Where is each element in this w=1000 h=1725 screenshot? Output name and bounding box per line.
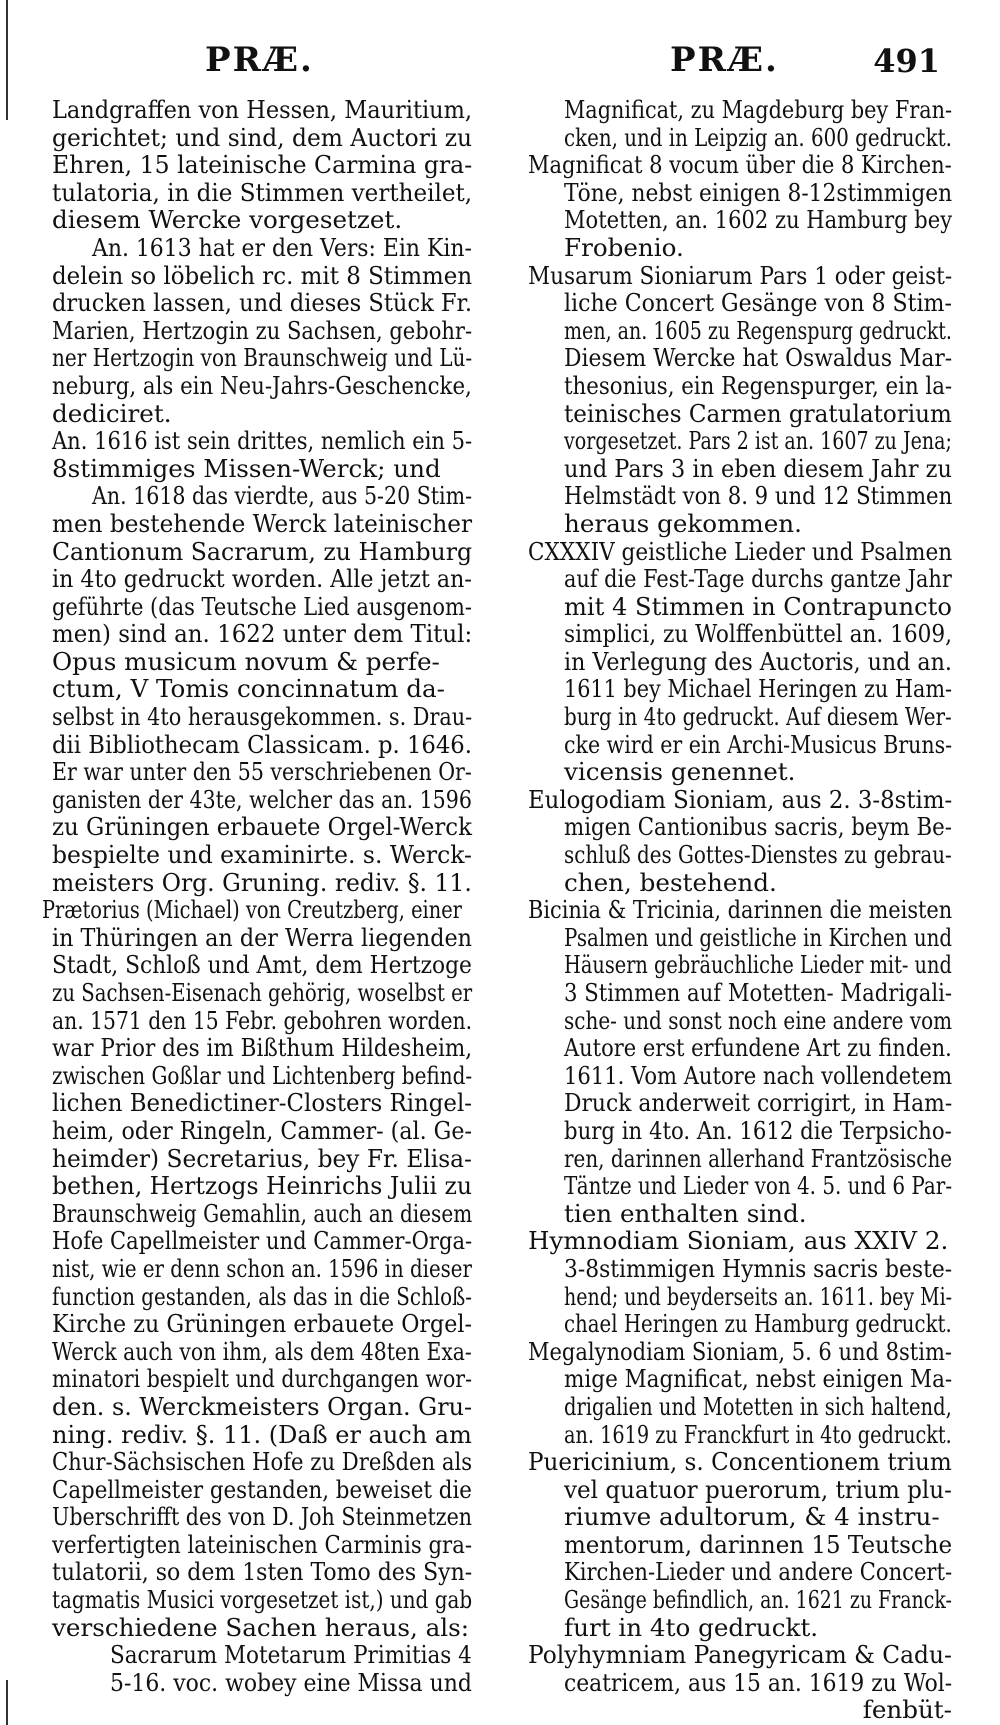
text-line: in Thüringen an der Werra liegenden	[52, 922, 473, 952]
text-line: Gesänge befindlich, an. 1621 zu Franck-	[564, 1585, 952, 1615]
text-line: mige Magnificat, nebst einigen Ma-	[564, 1364, 953, 1394]
text-line: in 4to gedruckt worden. Alle jetzt an-	[52, 564, 472, 594]
text-line: ning. rediv. §. 11. (Daß er auch am	[52, 1419, 472, 1449]
text-line: 3 Stimmen auf Motetten- Madrigali-	[564, 978, 953, 1007]
text-line: tulatorii, so dem 1sten Tomo des Syn-	[52, 1557, 473, 1587]
text-line: dii Bibliothecam Classicam. p. 1646.	[52, 729, 472, 759]
text-line: Kirche zu Grüningen erbauete Orgel-	[52, 1309, 472, 1339]
text-line: Magnificat, zu Magdeburg bey Fran-	[564, 95, 953, 124]
text-line: men) sind an. 1622 unter dem Titul:	[52, 619, 473, 649]
entry-heading-line: CXXXIV geistliche Lieder und Psalmen	[528, 536, 953, 566]
text-line: mentorum, darinnen 15 Teutsche	[564, 1529, 953, 1559]
text-line: ganisten der 43te, welcher das an. 1596	[52, 784, 472, 814]
text-line: thesonius, ein Regenspurger, ein la-	[564, 370, 953, 400]
text-line: Kirchen-Lieder und andere Concert-	[564, 1557, 953, 1587]
running-head-right: PRÆ.	[670, 40, 779, 80]
text-line: an. 1571 den 15 Febr. gebohren worden.	[52, 1005, 473, 1035]
text-line: men, an. 1605 zu Regenspurg gedruckt.	[564, 315, 952, 345]
text-line: function gestanden, als das in die Schloß-	[52, 1281, 472, 1311]
entry-heading-line: Bicinia & Tricinia, darinnen die meisten	[528, 895, 953, 925]
text-line: Er war unter den 55 verschriebenen Or-	[52, 757, 472, 787]
left-column	[42, 95, 473, 1697]
text-line: Diesem Wercke hat Oswaldus Mar-	[564, 343, 953, 373]
text-line: tien enthalten sind.	[564, 1198, 807, 1228]
text-line: heimder) Secretarius, bey Fr. Elisa-	[52, 1143, 472, 1173]
page-number: 491	[873, 42, 940, 80]
text-line: ner Hertzogin von Braunschweig und Lü-	[52, 343, 473, 373]
running-head-left: PRÆ.	[205, 40, 314, 80]
page-edge-line	[6, 0, 8, 120]
text-line: dediciret.	[52, 398, 172, 428]
text-line: Marien, Hertzogin zu Sachsen, gebohr-	[52, 315, 473, 345]
text-line: heim, oder Ringeln, Cammer- (al. Ge-	[52, 1115, 472, 1145]
text-line: Helmstädt von 8. 9 und 12 Stimmen	[564, 481, 953, 511]
text-line: delein so löbelich rc. mit 8 Stimmen	[52, 260, 473, 290]
text-line: bethen, Hertzogs Heinrichs Julii zu	[52, 1171, 473, 1201]
text-line: An. 1613 hat er den Vers: Ein Kin-	[92, 232, 472, 262]
text-line: in Verlegung des Auctoris, und an.	[564, 646, 952, 676]
text-line: diesem Wercke vorgesetzet.	[52, 205, 403, 235]
text-line: An. 1616 ist sein drittes, nemlich ein 5-	[52, 426, 473, 456]
text-line: Motetten, an. 1602 zu Hamburg bey	[564, 205, 953, 235]
text-line: riumve adultorum, & 4 instru-	[564, 1502, 940, 1532]
entry-heading-line: Polyhymniam Panegyricam & Cadu-	[528, 1640, 952, 1670]
text-line: zu Grüningen erbauete Orgel-Werck	[52, 812, 472, 842]
text-line: an. 1619 zu Franckfurt in 4to gedruckt.	[564, 1419, 952, 1449]
text-line: Uberschrifft des von D. Joh Steinmetzen	[52, 1502, 473, 1532]
entry-heading-line: Musarum Sioniarum Pars 1 oder geist-	[528, 260, 953, 290]
text-line: ren, darinnen allerhand Frantzösische	[564, 1143, 953, 1173]
text-line: ctum, V Tomis concinnatum da-	[52, 674, 445, 704]
text-line: sche- und sonst noch eine andere vom	[564, 1005, 953, 1035]
text-line: selbst in 4to herausgekommen. s. Drau-	[52, 702, 473, 732]
text-line: gerichtet; und sind, dem Auctori zu	[52, 122, 473, 152]
text-line: schluß des Gottes-Dienstes zu gebrau-	[564, 840, 952, 870]
text-line: simplici, zu Wolffenbüttel an. 1609,	[564, 619, 953, 649]
text-line: migen Cantionibus sacris, beym Be-	[564, 812, 952, 842]
text-line: 8stimmiges Missen-Werck; und	[52, 453, 441, 483]
text-line: auf die Fest-Tage durchs gantze Jahr	[564, 564, 952, 594]
text-line: drigalien und Motetten in sich haltend,	[564, 1391, 952, 1421]
text-line: mit 4 Stimmen in Contrapuncto	[564, 591, 952, 621]
text-line: Töne, nebst einigen 8-12stimmigen	[564, 177, 953, 207]
text-line: Psalmen und geistliche in Kirchen und	[564, 922, 953, 952]
text-line: furt in 4to gedruckt.	[564, 1612, 819, 1642]
text-line: vorgesetzet. Pars 2 ist an. 1607 zu Jena;	[564, 426, 952, 456]
text-line: geführte (das Teutsche Lied ausgenom-	[52, 591, 472, 621]
text-line: 1611 bey Michael Heringen zu Ham-	[564, 674, 953, 704]
entry-heading-line: Magnificat 8 vocum über die 8 Kirchen-	[528, 150, 952, 180]
text-line: liche Concert Gesänge von 8 Stim-	[564, 288, 952, 318]
text-line: vicensis genennet.	[564, 757, 796, 787]
text-line: Ehren, 15 lateinische Carmina gra-	[52, 150, 473, 180]
text-line: Hofe Capellmeister und Cammer-Orga-	[52, 1226, 473, 1256]
text-line: ceatricem, aus 15 an. 1619 zu Wol-	[564, 1667, 953, 1697]
text-line: hend; und beyderseits an. 1611. bey Mi-	[564, 1281, 953, 1311]
text-line: zu Sachsen-Eisenach gehörig, woselbst er	[52, 978, 473, 1007]
text-line: chen, bestehend.	[564, 867, 777, 897]
text-line: Autore erst erfundene Art zu finden.	[564, 1033, 952, 1063]
entry-heading-line: Megalynodiam Sioniam, 5. 6 und 8stim-	[528, 1336, 952, 1366]
text-line: den. s. Werckmeisters Organ. Gru-	[52, 1391, 473, 1421]
entry-heading-line: Prætorius (Michael) von Creutzberg, einer	[42, 895, 462, 925]
text-line: tulatoria, in die Stimmen vertheilet,	[52, 177, 473, 207]
text-line: heraus gekommen.	[564, 508, 802, 538]
text-line: Landgraffen von Hessen, Mauritium,	[52, 95, 473, 124]
text-line: minatori bespielt und durchgangen wor-	[52, 1364, 472, 1394]
text-line: burg in 4to gedruckt. Auf diesem Wer-	[564, 702, 952, 732]
text-line: vel quatuor puerorum, trium plu-	[564, 1474, 952, 1504]
text-line: drucken lassen, und dieses Stück Fr.	[52, 288, 473, 318]
text-line: tagmatis Musici vorgesetzet ist,) und gab	[52, 1585, 473, 1615]
text-line: Frobenio.	[564, 232, 684, 262]
text-line: verfertigten lateinischen Carminis gra-	[52, 1529, 472, 1559]
text-line: Braunschweig Gemahlin, auch an diesem	[52, 1198, 473, 1228]
text-line: chael Heringen zu Hamburg gedruckt.	[564, 1309, 952, 1339]
entry-heading-line: Hymnodiam Sioniam, aus XXIV 2.	[528, 1226, 949, 1256]
text-line: men bestehende Werck lateinischer	[52, 508, 473, 538]
right-column	[528, 96, 952, 1724]
page-edge-line-bottom	[6, 1680, 8, 1725]
entry-heading-line: Puericinium, s. Concentionem trium	[528, 1447, 952, 1477]
text-line: Täntze und Lieder von 4. 5. und 6 Par-	[564, 1171, 953, 1201]
text-line: war Prior des im Bißthum Hildesheim,	[52, 1033, 473, 1063]
text-line: cke wird er ein Archi-Musicus Bruns-	[564, 729, 953, 759]
text-line: und Pars 3 in eben diesem Jahr zu	[564, 453, 952, 483]
text-line: Stadt, Schloß und Amt, dem Hertzoge	[52, 950, 472, 980]
text-line: Cantionum Sacrarum, zu Hamburg	[52, 536, 473, 566]
text-line: An. 1618 das vierdte, aus 5-20 Stim-	[92, 481, 473, 511]
text-line: neburg, als ein Neu-Jahrs-Geschencke,	[52, 370, 472, 400]
text-line: cken, und in Leipzig an. 600 gedruckt.	[564, 122, 952, 152]
text-line: Druck anderweit corrigirt, in Ham-	[564, 1088, 953, 1118]
text-line: verschiedene Sachen heraus, als:	[52, 1612, 470, 1642]
text-line: bespielte und examinirte. s. Werck-	[52, 840, 472, 870]
text-line: Chur-Sächsischen Hofe zu Dreßden als	[52, 1447, 473, 1477]
entry-heading-line: Eulogodiam Sioniam, aus 2. 3-8stim-	[528, 784, 953, 814]
text-line: 3-8stimmigen Hymnis sacris beste-	[564, 1253, 953, 1283]
text-line: teinisches Carmen gratulatorium	[564, 398, 952, 428]
text-line: meisters Org. Gruning. rediv. §. 11.	[52, 867, 472, 897]
catchword: fenbüt-	[862, 1695, 952, 1725]
text-line: burg in 4to. An. 1612 die Terpsicho-	[564, 1115, 952, 1145]
text-line: nist, wie er denn schon an. 1596 in dieser	[52, 1253, 472, 1283]
text-line: Opus musicum novum & perfe-	[52, 646, 440, 676]
text-line: Häusern gebräuchliche Lieder mit- und	[564, 950, 952, 980]
text-line: 1611. Vom Autore nach vollendetem	[564, 1060, 953, 1090]
text-line: 5-16. voc. wobey eine Missa und	[110, 1667, 472, 1697]
text-line: lichen Benedictiner-Closters Ringel-	[52, 1088, 473, 1118]
text-line: Sacrarum Motetarum Primitias 4	[110, 1640, 472, 1670]
text-line: zwischen Goßlar und Lichtenberg befind-	[52, 1060, 473, 1090]
text-line: Capellmeister gestanden, beweiset die	[52, 1474, 472, 1504]
text-line: Werck auch von ihm, als dem 48ten Exa-	[52, 1336, 472, 1366]
